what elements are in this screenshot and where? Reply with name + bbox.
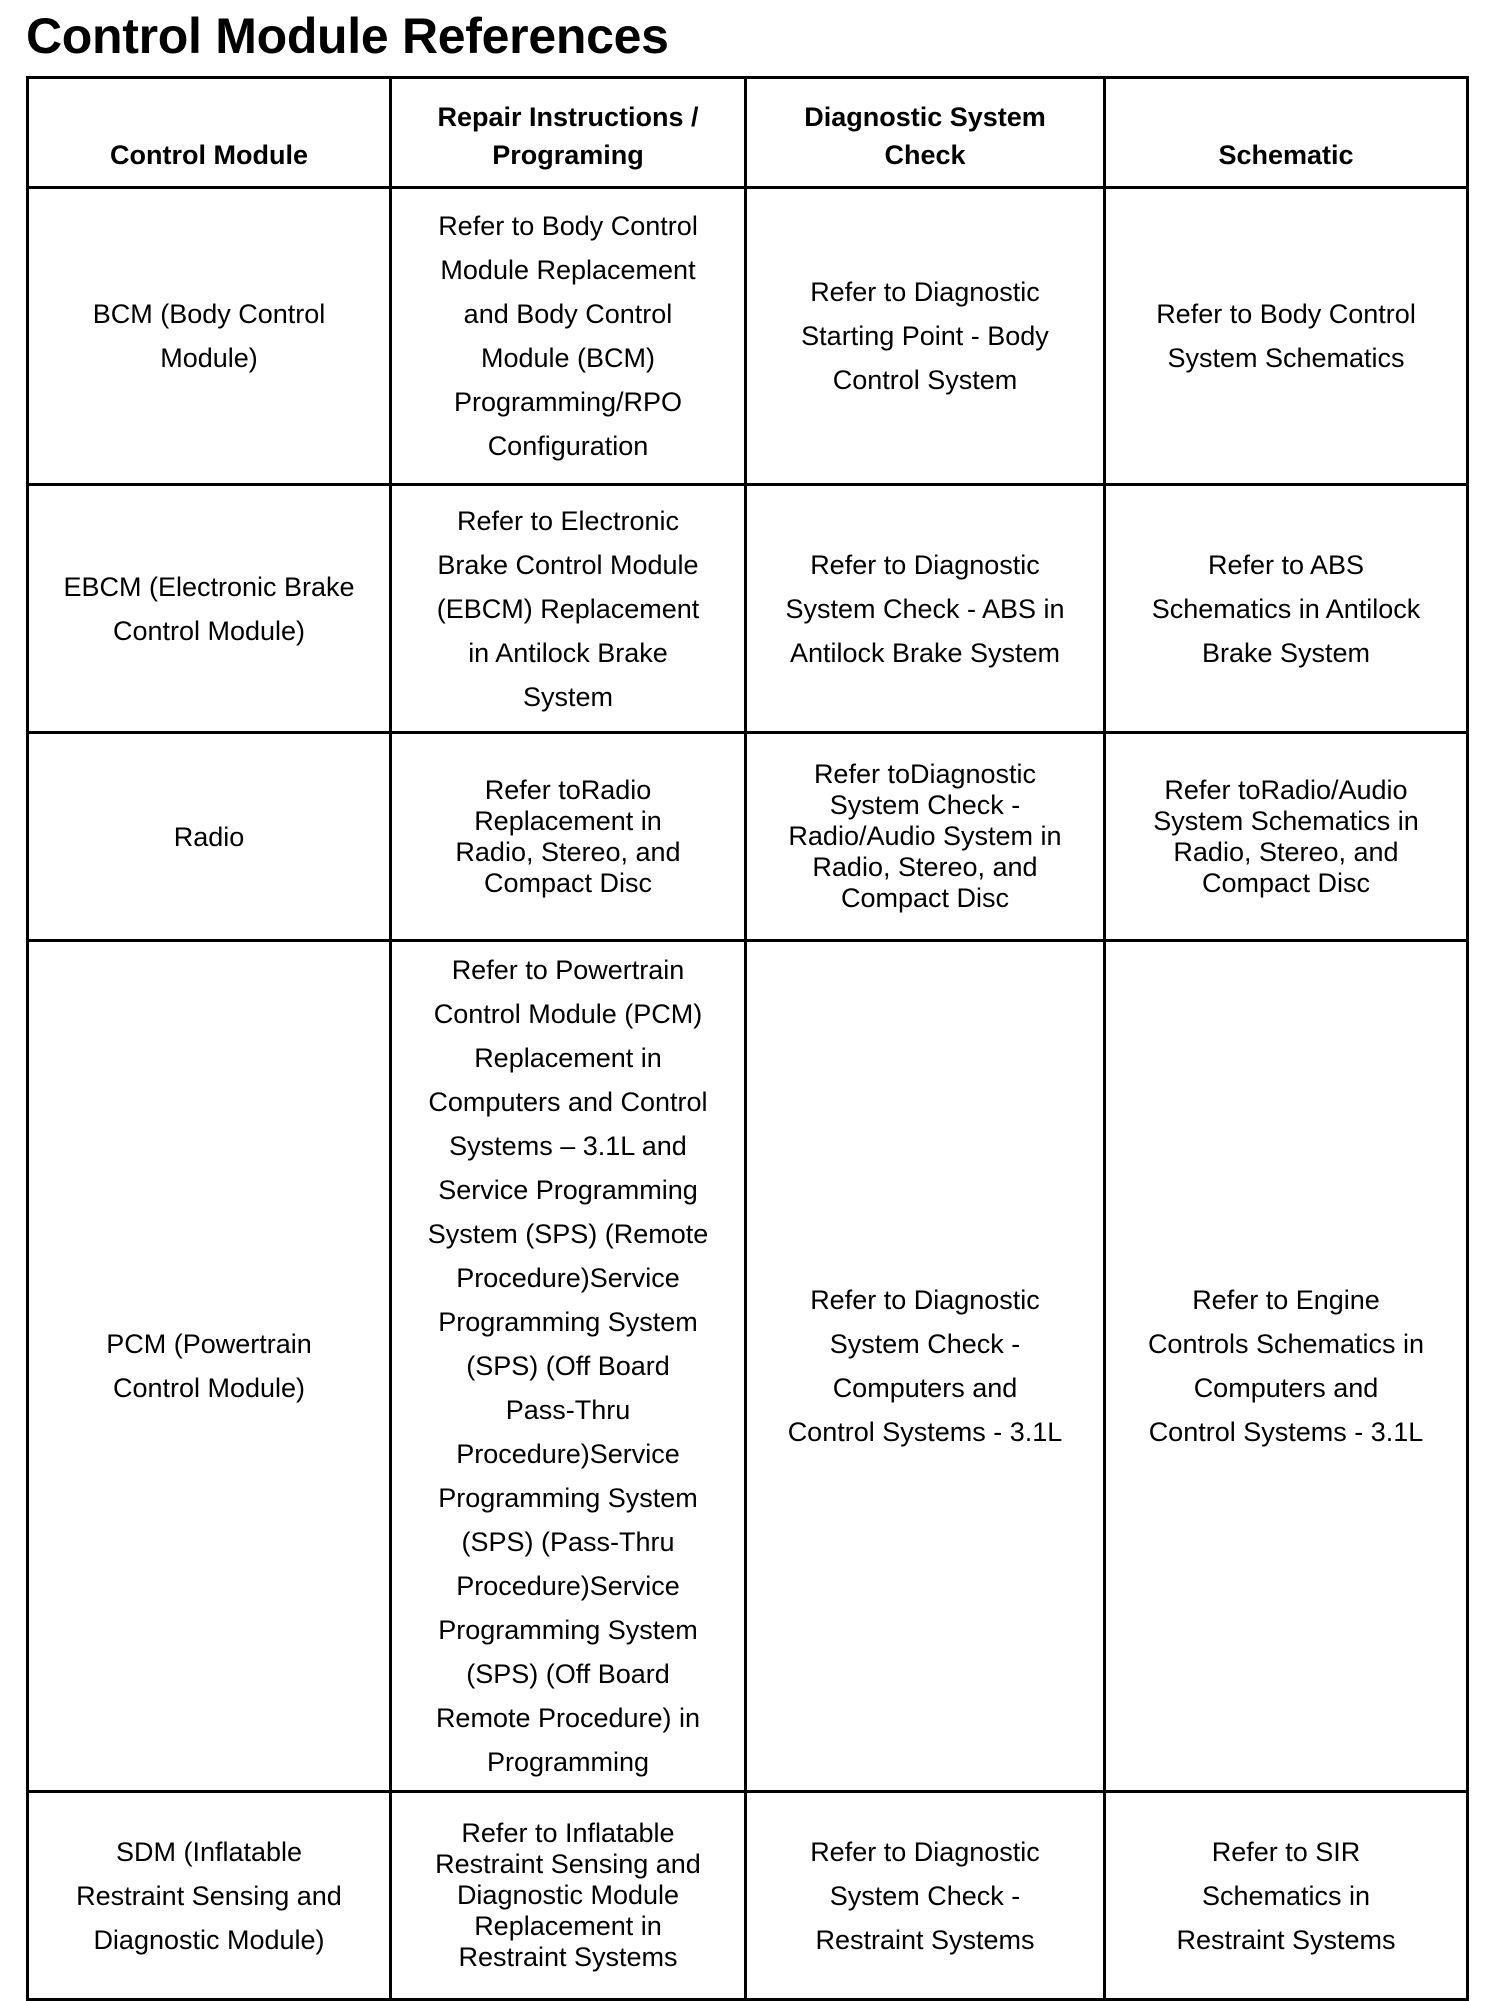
header-control-module: Control Module	[28, 78, 391, 188]
cell-repair: Refer to Inflatable Restraint Sensing and Diagnostic Module Replacement in Restraint Systems	[391, 1792, 746, 2000]
cell-repair: Refer to Powertrain Control Module (PCM) Replacement in Computers and Control Systems – 3.1L and Service Programming System (SPS) (Remote Procedure)Service Programming System (SPS) (Off Board Pass-Thru Procedure)Service Programming System (SPS) (Pass-Thru Procedure)Service Programming System (SPS) (Off Board Remote Procedure) in Programming	[391, 941, 746, 1792]
table-row-bcm	[28, 188, 1468, 485]
cell-schematic: Refer toRadio/Audio System Schematics in Radio, Stereo, and Compact Disc	[1105, 733, 1468, 941]
table-row-ebcm	[28, 485, 1468, 733]
cell-schematic: Refer to Body Control System Schematics	[1105, 188, 1468, 485]
cell-diagnostic: Refer to Diagnostic Starting Point - Body Control System	[746, 188, 1105, 485]
table-row-sdm	[28, 1792, 1468, 2000]
cell-module: EBCM (Electronic Brake Control Module)	[28, 485, 391, 733]
cell-module: PCM (Powertrain Control Module)	[28, 941, 391, 1792]
cell-module: BCM (Body Control Module)	[28, 188, 391, 485]
page-title: Control Module References	[26, 8, 669, 64]
header-repair-instructions: Repair Instructions / Programing	[391, 78, 746, 188]
cell-schematic: Refer to Engine Controls Schematics in Computers and Control Systems - 3.1L	[1105, 941, 1468, 1792]
cell-schematic: Refer to SIR Schematics in Restraint Systems	[1105, 1792, 1468, 2000]
table-row-pcm	[28, 941, 1468, 1792]
cell-diagnostic: Refer to Diagnostic System Check - Restraint Systems	[746, 1792, 1105, 2000]
cell-diagnostic: Refer toDiagnostic System Check - Radio/Audio System in Radio, Stereo, and Compact Disc	[746, 733, 1105, 941]
cell-module: SDM (Inflatable Restraint Sensing and Diagnostic Module)	[28, 1792, 391, 2000]
cell-schematic: Refer to ABS Schematics in Antilock Brake System	[1105, 485, 1468, 733]
control-module-table	[26, 76, 1469, 2001]
header-diagnostic-system-check: Diagnostic System Check	[746, 78, 1105, 188]
cell-repair: Refer to Body Control Module Replacement and Body Control Module (BCM) Programming/RPO Configuration	[391, 188, 746, 485]
header-schematic: Schematic	[1105, 78, 1468, 188]
cell-repair: Refer to Electronic Brake Control Module (EBCM) Replacement in Antilock Brake System	[391, 485, 746, 733]
cell-module: Radio	[28, 733, 391, 941]
cell-diagnostic: Refer to Diagnostic System Check - ABS in Antilock Brake System	[746, 485, 1105, 733]
table-header-row	[28, 78, 1468, 188]
cell-diagnostic: Refer to Diagnostic System Check - Computers and Control Systems - 3.1L	[746, 941, 1105, 1792]
cell-repair: Refer toRadio Replacement in Radio, Stereo, and Compact Disc	[391, 733, 746, 941]
table-row-radio	[28, 733, 1468, 941]
